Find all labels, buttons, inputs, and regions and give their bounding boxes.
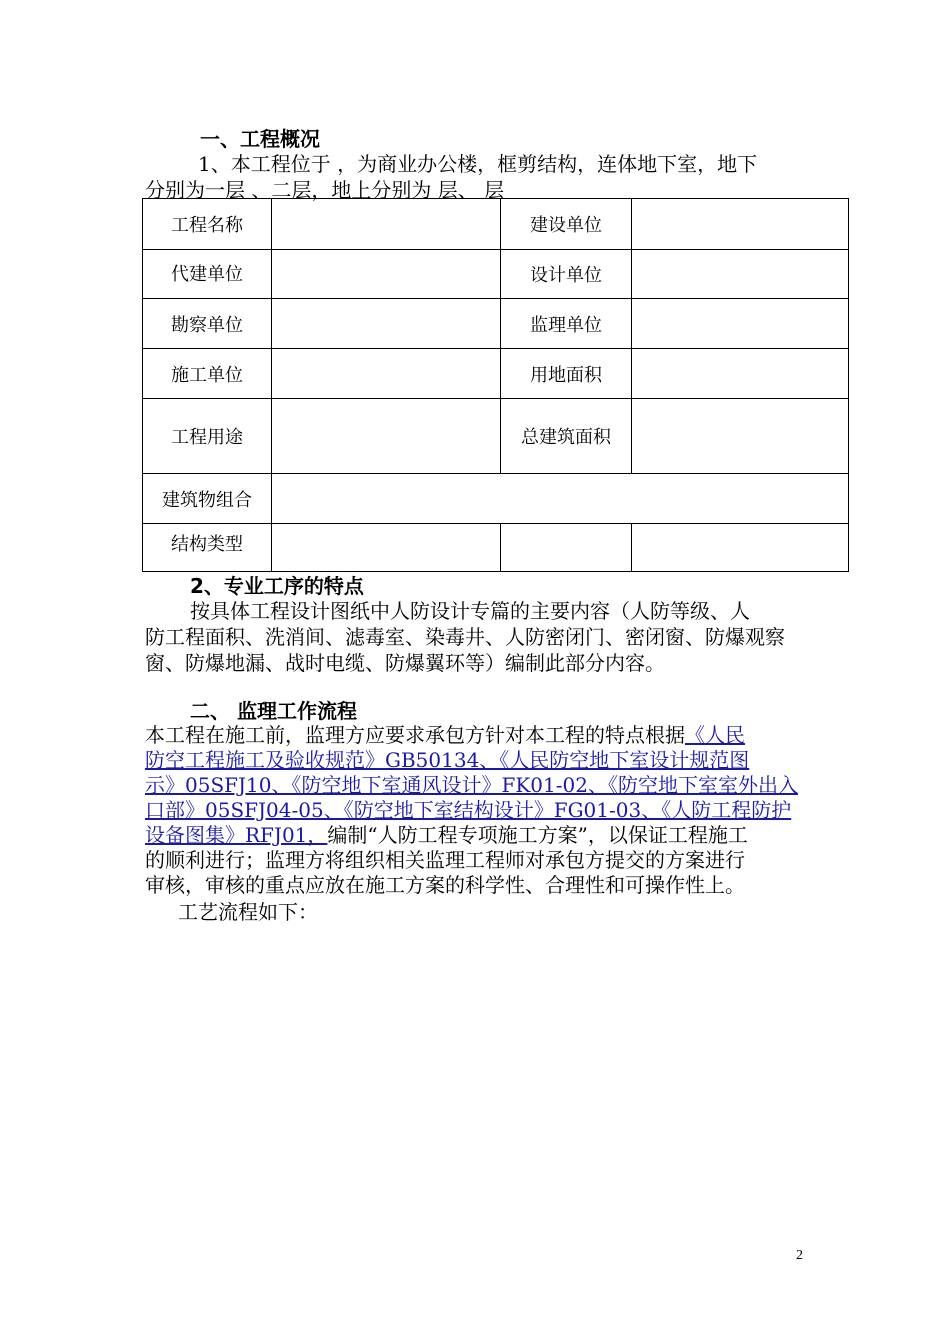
section3-line [145,822,748,848]
reference-link[interactable]: 防空工程施工及验收规范》GB50134、《人民防空地下室设计规范图 [145,748,750,772]
section1-line2: 分别为一层 、二层，地上分别为 层、 层 [145,178,505,202]
table-row [143,199,849,250]
section3-line: 审核，审核的重点应放在施工方案的科学性、合理性和可操作性上。 [145,873,745,897]
table-cell [272,299,501,349]
table-cell: 建设单位 [501,199,632,250]
table-cell [632,524,849,572]
reference-link[interactable]: 口部》05SFJ04-05、《防空地下室结构设计》FG01-03、《人防工程防护 [145,798,792,822]
section1-heading: 一、工程概况 [200,127,320,151]
table-row [143,399,849,474]
table-cell: 总建筑面积 [501,399,632,474]
section2-line: 防工程面积、洗消间、滤毒室、染毒井、人防密闭门、密闭窗、防爆观察 [145,625,785,649]
table-cell [272,474,849,524]
table-cell [272,349,501,399]
table-row [143,524,849,572]
table-cell [632,349,849,399]
table-cell: 勘察单位 [143,299,272,349]
section3-line [145,722,745,748]
table-cell: 设计单位 [501,250,632,299]
table-cell [632,199,849,250]
table-cell: 施工单位 [143,349,272,399]
table-cell: 代建单位 [143,250,272,299]
table-cell [632,250,849,299]
table-cell [272,399,501,474]
body-text: 编制“人防工程专项施工方案”，以保证工程施工 [327,823,748,847]
table-cell [501,524,632,572]
table-cell: 建筑物组合 [143,474,272,524]
table-row [143,474,849,524]
reference-link[interactable]: 设备图集》RFJ01， [145,823,328,847]
table-cell: 工程名称 [143,199,272,250]
table-cell [632,299,849,349]
section3-line: 的顺利进行；监理方将组织相关监理工程师对承包方提交的方案进行 [145,848,745,872]
page-number: 2 [796,1248,803,1263]
section1-line1: 1、本工程位于 ，为商业办公楼，框剪结构，连体地下室，地下 [198,152,758,176]
table-row [143,299,849,349]
section2-heading: 2、专业工序的特点 [190,574,364,598]
table-cell [272,524,501,572]
table-cell [272,250,501,299]
section2-line: 按具体工程设计图纸中人防设计专篇的主要内容（人防等级、人 [190,599,750,623]
section2-line: 窗、防爆地漏、战时电缆、防爆翼环等）编制此部分内容。 [145,651,665,675]
table-cell: 工程用途 [143,399,272,474]
table-cell [272,199,501,250]
body-text: 本工程在施工前，监理方应要求承包方针对本工程的特点根据 [145,723,685,747]
reference-link[interactable]: 《人民 [685,723,745,747]
project-info-table [142,198,849,572]
reference-link[interactable]: 示》05SFJ10、《防空地下室通风设计》FK01-02、《防空地下室室外出入 [145,773,798,797]
table-row [143,349,849,399]
section3-heading: 二、 监理工作流程 [190,699,357,723]
section3-line: 工艺流程如下： [178,900,318,924]
table-cell [632,399,849,474]
table-cell: 结构类型 [143,524,272,572]
table-cell: 用地面积 [501,349,632,399]
table-cell: 监理单位 [501,299,632,349]
table-row [143,250,849,299]
